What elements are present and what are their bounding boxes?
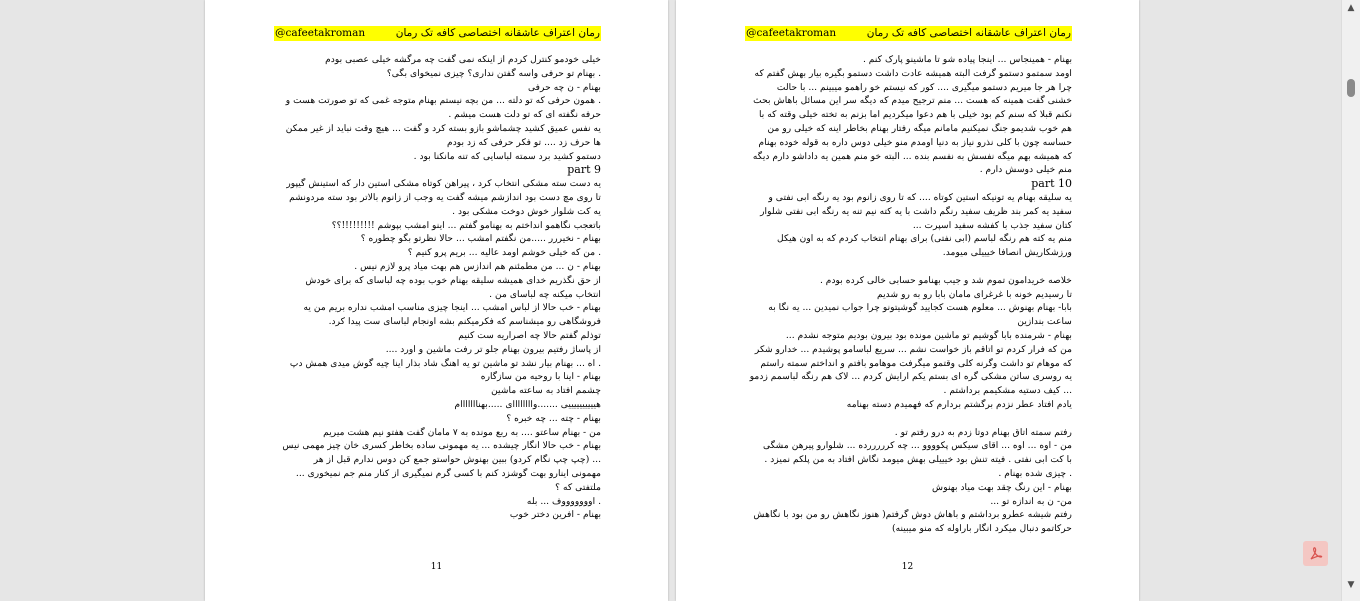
header-handle: @cafeetakroman: [275, 27, 366, 39]
text-line: اومد سمتمو دستمو گرفت البته همیشه عادت داشت دستمو بگیره بیار بهش گفتم که: [754, 67, 1072, 79]
text-line: بهنام - چته ... چه خبره ؟: [506, 412, 601, 424]
text-line: من - بهنام ساعتو .... به ربع مونده به ۷ مامان گفت هفتو نیم هشت میریم: [323, 426, 601, 438]
text-block: [274, 53, 601, 522]
text-line: . چیزی شده بهنام .: [998, 467, 1072, 479]
text-line: بابا- بهنام بهنوش ... معلوم هست کجایید گوشیتونو چرا جواب نمیدین ... یه نگا به: [768, 302, 1072, 314]
part-heading: part 9: [567, 163, 601, 177]
text-line: چرا هر جا میریم دستمو میگیری .... کور که نیستم خو راهمو میبینم ... با حالت: [776, 81, 1072, 93]
text-line: ملتفتی که ؟: [555, 481, 601, 493]
text-line: حرفه نگفته ای که تو دلت هست میشم .: [448, 109, 601, 121]
text-line: خلاصه خریدامون تموم شد و جیب بهنامو حسابی خالی کرده بودم .: [819, 274, 1072, 286]
text-line: یادم افتاد عطر نزدم برگشتم بردارم که فهمیدم دسته بهنامه: [846, 398, 1072, 410]
text-line: ها حرف زد .... تو فکر حرفی که زد بودم: [447, 136, 601, 148]
text-line: فروشگاهی رو میشناسم که فکرمیکنم بشه اونجام لباسای ست پیدا کرد.: [328, 316, 601, 328]
text-line: بهنام - همینجاس ... اینجا پیاده شو تا ماشینو پارک کنم .: [862, 54, 1072, 65]
text-line: بهنام - ن ... من مطمئنم هم اندازس هم بهت میاد پرو لازم نیس .: [354, 260, 601, 272]
text-line: ورزشکاریش انصافا خیییلی میومد.: [942, 247, 1072, 259]
text-line: یه دست سته مشکی انتخاب کرد ، پیراهن کوتاه مشکی استین دار که استینش گیپور: [286, 178, 601, 190]
text-line: . اوووووووف ... بله: [526, 495, 601, 507]
text-line: ساعت بندازین: [1017, 316, 1072, 328]
page-content: [745, 26, 1072, 536]
text-line: بهنام - ن چه حرفی: [528, 81, 601, 93]
text-line: [745, 412, 1072, 426]
page-number: 11: [430, 562, 443, 572]
text-line: کتان سفید جذب با کفشه سفید اسپرت ...: [912, 219, 1072, 231]
text-line: که موهام تو داشت وگرنه کلی وقتمو میگرفت موهامو بافتم و انداختم سمته راستم: [760, 357, 1072, 369]
scrollbar-thumb[interactable]: [1347, 79, 1355, 97]
text-line: یه سلیقه بهنام یه تونیکه استین کوتاه .... که تا روی زانوم بود یه رنگه ابی نفتی و: [768, 191, 1072, 203]
text-line: بهنام - شرمنده بابا گوشیم تو ماشین مونده بود بیرون بودیم متوجه نشدم ...: [785, 329, 1072, 341]
text-line: با کت ابی نفتی . فیته تنش بود خیییلی بهش میومد نگاش افتاد به من پلکم نمیزد .: [764, 454, 1072, 466]
text-line: از پاساژ رفتیم بیرون بهنام جلو تر رفت ماشین و اورد ....: [385, 343, 601, 355]
scroll-up-icon[interactable]: ▲: [1347, 3, 1355, 13]
header-title: رمان اعتراف عاشقانه اختصاصی کافه تک رمان: [395, 27, 600, 39]
text-line: خیلی خودمو کنترل کردم از اینکه نمی گفت چه مرگشه خیلی عصبی بودم: [325, 54, 601, 65]
text-line: نکنم قبلا که سنم کم بود خیلی با هم دعوا میکردیم اما بزنم به تخته خیلی وقته که با: [758, 109, 1072, 121]
text-line: رفتم شیشه عطرو برداشتم و باهاش دوش گرفتم( هنوز نگاهش رو من بود با نگاهش: [753, 509, 1072, 521]
text-line: مهمونی اینارو بهت گوشزد کنم با کسی گرم نمیگیری از کنار منم جم نمیخوری ...: [295, 467, 601, 479]
text-line: بهنام - اینا با روحیه من سازگاره: [480, 371, 601, 383]
text-line: باتعجب نگاهمو انداختم به بهنامو گفتم ... اینو امشب بپوشم !!!!!!!!!؟؟: [331, 219, 601, 231]
text-line: خشنی گفت همینه که هست ... منم ترجیح میدم که دیگه سر این مسائل باهاش بحث: [753, 95, 1072, 107]
vertical-scrollbar[interactable]: [1341, 0, 1360, 601]
document-page: [205, 0, 668, 601]
pdf-icon: [1308, 546, 1324, 562]
text-line: منم خیلی دوسش دارم .: [979, 164, 1072, 176]
header-handle: @cafeetakroman: [746, 27, 837, 39]
text-line: من - اوه ... اوه ... اقای سیکس پکوووو ... چه کرررررده ... شلوارو پیرهن مشگی: [762, 440, 1072, 452]
text-line: منم یه کته هم رنگه لباسم (ابی نفتی) برای بهنام انتخاب کردم که به اون هیکل: [777, 233, 1072, 245]
text-line: . بهنام تو حرفی واسه گفتن نداری؟ چیزی نمیخوای بگی؟: [386, 67, 601, 79]
header-title: رمان اعتراف عاشقانه اختصاصی کافه تک رمان: [866, 27, 1071, 39]
text-line: یه نفس عمیق کشید چشماشو بازو بسته کرد و گفت ... هیچ وقت نباید از غیر ممکن: [285, 122, 601, 134]
text-line: دستمو کشید برد سمته لباسایی که تنه مانکنا بود .: [413, 150, 601, 162]
text-line: تا روی مچ دست بود اندازشم میشه گفت یه وجب از زانوم بالاتر بود سته مردونشم: [289, 191, 601, 203]
text-line: [745, 260, 1072, 274]
page-header: [745, 26, 1072, 41]
text-line: از حق نگذریم خدای همیشه سلیقه بهنام خوب بوده چه لباسای که برای خودش: [305, 274, 601, 286]
text-line: بهنام - خب حالا از لباس امشب ... اینجا چیزی مناسب امشب نداره بریم من یه: [303, 302, 601, 314]
text-block: [745, 53, 1072, 536]
page-content: [274, 26, 601, 522]
text-line: . اه ... بهنام بیار نشد تو ماشین تو یه اهنگ شاد بذار اینا چیه گوش میدی همش دپ: [289, 357, 601, 369]
text-line: . من که خیلی خوشم اومد عالیه ... بریم پرو کنیم ؟: [407, 247, 601, 259]
part-heading: part 10: [1031, 177, 1072, 191]
document-page: [676, 0, 1139, 601]
page-number: 12: [901, 562, 914, 572]
pdf-download-button[interactable]: [1303, 541, 1328, 566]
text-line: رفتم سمته اتاق بهنام دوتا زدم به درو رفتم تو .: [894, 426, 1072, 438]
text-line: که همیشه بهم میگه نفسش به نفسم بنده ... البته خو منم همین یه داداشو دارم دیگه: [752, 150, 1072, 162]
text-line: تا رسیدیم خونه با غرغرای مامان بابا رو به رو شدیم: [876, 288, 1072, 300]
page-header: [274, 26, 601, 41]
text-line: . همون حرفی که تو دلته ... من بچه نیستم بهنام متوجه غمی که تو صورتت هست و: [285, 95, 601, 107]
text-line: انتخاب میکنه چه لباسای من .: [489, 288, 601, 300]
text-line: سفید یه کمر بند ظریف سفید رنگم داشت با یه کته نیم تنه یه رنگه ابی نفتی شلوار: [760, 205, 1072, 217]
text-line: من- ن به اندازه تو ...: [990, 495, 1072, 507]
text-line: چشمم افتاد به ساعته ماشین: [491, 385, 601, 397]
text-line: هم خوب شدیمو جنگ نمیکنیم مامانم میگه رفتار بهنام بخاطر اینه که خیلی رو من: [767, 122, 1072, 134]
text-line: بهنام - این رنگ چقد بهت میاد بهنوش: [932, 481, 1072, 493]
text-line: یه کت شلوار خوش دوخت مشکی بود .: [452, 205, 601, 217]
text-line: من که فرار کردم تو اتاقم باز خواست نشم ... سریع لباسامو پوشیدم ... خدارو شکر: [754, 343, 1072, 355]
text-line: ... (چپ چپ نگام کردو) ببین بهنوش حواستو جمع کن دوس ندارم قبل از هر: [313, 454, 601, 466]
text-line: یه روسری ساتن مشکی گره ای بستم یکم ارایش کردم ... لاک هم رنگه لباسمم زدمو: [749, 371, 1072, 383]
text-line: بهنام - افرین دختر خوب: [509, 509, 601, 521]
text-line: حرکاتمو دنبال میکرد انگار باراوله که منو میبینه): [892, 523, 1072, 535]
text-line: ... کیف دستیه مشکیمم برداشتم .: [943, 385, 1072, 397]
scroll-down-icon[interactable]: ▼: [1347, 580, 1355, 590]
text-line: توذلم گفتم حالا چه اصراریه ست کنیم: [458, 329, 601, 341]
text-line: حساسه چون با کلی نذرو نیاز به دنیا اومدم منو خیلی دوس داره به قوله خوده بهنام: [758, 136, 1072, 148]
text-line: هییییییییییی .......واااااااای .....بهنااااااام: [454, 398, 601, 410]
text-line: بهنام - نخیررر .....من نگفتم امشب ... حالا نظرتو بگو چطوره ؟: [360, 233, 601, 245]
text-line: بهنام - خب حالا انگار چیشده ... یه مهمونی ساده بخاطر کسری خان چیز مهمی نیس: [282, 440, 601, 452]
